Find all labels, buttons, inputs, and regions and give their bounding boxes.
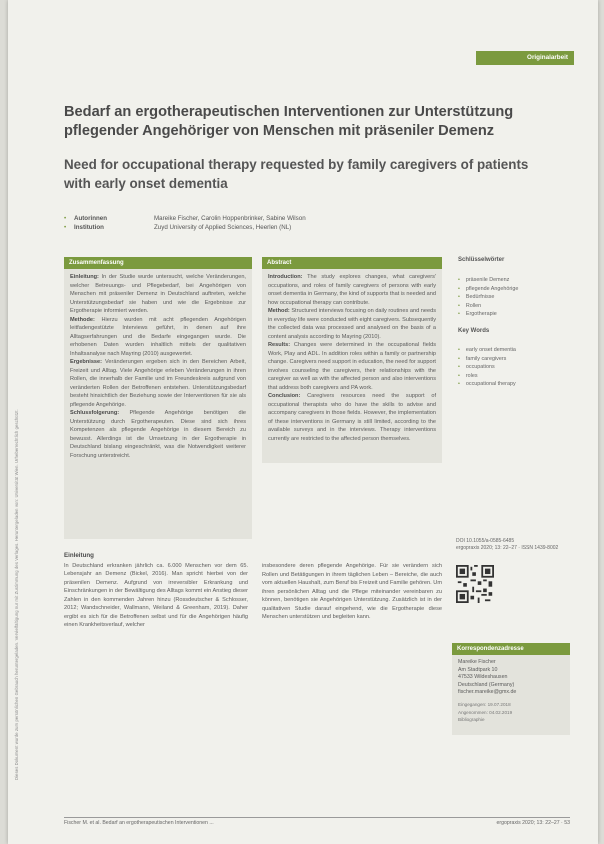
abstract-de-p2: Hierzu wurden mit acht pflegenden Angehörigen leitfadengestützte Interviews geführt, in denen auf ihre Alltagserfahrungen und die Bedarfe eingegangen wurde. Die erhobenen Daten wurden inhaltlich mittels der qualitativen Inhaltsanalyse nach Mayring (2010) ausgewertet.	[70, 316, 246, 357]
address-box	[452, 655, 570, 735]
abstract-de-p1-label: Einleitung:	[70, 274, 99, 280]
abstract-en-p2-label: Method:	[268, 308, 290, 314]
abstract-en-p1: The study explores changes, what caregivers' occupations, and roles of family caregivers of persons with early onset dementia in Germany, the kind of supports that is needed and how occupational therapy can contribute.	[268, 274, 437, 306]
keyword-item: • präsenile Demenz	[458, 276, 518, 285]
authors-value: Mareike Fischer, Carolin Hoppenbrinker, Sabine Wilson	[154, 215, 306, 222]
body-column-right	[262, 562, 442, 622]
abstract-de-p4-label: Schlussfolgerung:	[70, 410, 120, 416]
abstract-en-text	[262, 269, 442, 447]
title-english: Need for occupational therapy requested by family caregivers of patients with early onset dementia	[64, 157, 529, 191]
institution-row	[64, 223, 306, 232]
accepted-date: Angenommen: 04.02.2019	[458, 709, 513, 715]
body-right-text: insbesondere deren pflegende Angehörige. Für sie verändern sich Rollen und Betätigungen in ihrem täglichen Leben – Bereiche, die auch vom aktuellen Haushalt, zum Beruf bis Freizeit und Familie gehören. Um ihren persönlichen Alltag und die Pflege miteinander vereinbaren zu können, benötigen sie Angehörigen Unterstützung. Zusätzlich ist in der qualitativen Studie darauf eingehend, wie die Ergotherapie diese Menschen unterstützen und begleiten kann.	[262, 563, 442, 620]
address-text	[452, 655, 570, 728]
title-german: Bedarf an ergotherapeutischen Interventionen zur Unterstützung pflegender Angehöriger von Menschen mit präseniler Demenz	[64, 104, 514, 139]
keyword-item: • Rollen	[458, 302, 518, 311]
qr-code-icon	[456, 565, 494, 603]
keyword-item: • Bedürfnisse	[458, 293, 518, 302]
keywords-de-list	[458, 276, 518, 319]
abstract-de-heading: Zusammenfassung	[64, 257, 252, 269]
keyword-item: • occupations	[458, 363, 516, 372]
keyword-item: • occupational therapy	[458, 380, 516, 389]
abstract-en-p4-label: Conclusion:	[268, 393, 301, 399]
abstract-en-p3: Changes were determined in the occupational fields Work, Play and ADL. In addition roles within a family or partnership change. Caregivers need support in education, the need for support involves counseling the caregivers, their relationships with the caregiver as well as with the affected person and also interventions that address both caregivers and PA work.	[268, 342, 436, 391]
address-heading: Korrespondenzadresse	[452, 643, 570, 655]
doi-block	[456, 538, 558, 552]
keyword-item: • roles	[458, 372, 516, 381]
keyword-item: • family caregivers	[458, 355, 516, 364]
category-tag: Originalarbeit	[476, 51, 574, 65]
section-heading: Einleitung	[64, 552, 94, 559]
abstract-en-p2: Structured interviews focusing on daily routines and needs in everyday life were conducted with eight caregivers. Subsequently the collected data was processed and analysed on the basis of a content analysis according to Mayring (2010).	[268, 308, 436, 340]
address-note	[458, 701, 564, 724]
body-left-text: In Deutschland erkranken jährlich ca. 6.000 Menschen vor dem 65. Lebensjahr an Demenz (Bickel, 2016). Man spricht hierbei von der präsenilen Demenz. Aufgrund von irreversibler Erkrankung und Einschränkungen in der Bewältigung des Alltags kommt ein Anstieg dieser Zahlen in den kommenden Jahren hinzu (Rossdeutscher & Schlosser, 2012; Wandschneider, Wallmann, Weiland & Greenham, 2019). Daher ergibt es sich für die Betroffenen selbst und für die Angehörigen häufig einen Krankheitsverlauf, welcher	[64, 562, 248, 628]
abstract-de-p4: Pflegende Angehörige benötigen die Unterstützung durch Ergotherapeuten. Diese sind sich ihres Kompetenzen als pflegende Angehörige in diesem Bereich zu bewusst. Allerdings ist die Umsetzung in der Ergotherapie in Deutschland bislang eingeschränkt, was die Notwendigkeit weiterer Forschung unterstreicht.	[70, 410, 246, 459]
keyword-item: • Ergotherapie	[458, 310, 518, 319]
abstract-en-p3-label: Results:	[268, 342, 291, 348]
abstract-en-p4: Caregivers resources need the support of occupational therapists who do have the skills to advise and accompany caregivers in those fields. However, the implementation of these interventions in Germany is still limited, according to the available surveys and in the interviews. Therapy interventions currently are restricted to the affected person themselves.	[268, 393, 437, 442]
bullet-icon: •	[64, 215, 67, 222]
footer-left: Fischer M. et al. Bedarf an ergotherapeutischen Interventionen ...	[64, 820, 214, 826]
footer-right: ergopraxis 2020; 13: 22–27 · 53	[496, 820, 570, 826]
doi-line-2: ergopraxis 2020; 13: 22–27 · ISSN 1439-8002	[456, 545, 559, 551]
address-line: Deutschland (Germany)	[458, 681, 515, 688]
keywords-en-title: Key Words	[458, 328, 490, 334]
address-line: Mareike Fischer	[458, 659, 496, 665]
abstract-de-p3-label: Ergebnisse:	[70, 359, 103, 365]
address-line: 47533 Wildeshausen	[458, 674, 508, 681]
abstract-en-heading: Abstract	[262, 257, 442, 269]
abstract-de-box	[64, 269, 252, 539]
abstract-de-p2-label: Methode:	[70, 316, 95, 323]
received-date: Eingegangen: 19.07.2018	[458, 701, 511, 707]
bibliography-label: Bibliographie	[458, 717, 485, 723]
address-line: Am Stadtpark 10	[458, 666, 498, 673]
body-column-left	[64, 552, 248, 630]
doi-line-1: DOI 10.1055/a-0585-6485	[456, 538, 515, 544]
address-email: fischer.mareike@gmx.de	[458, 689, 517, 696]
institution-value: Zuyd University of Applied Sciences, Heerlen (NL)	[154, 224, 292, 231]
bullet-icon: •	[64, 224, 67, 231]
authors-row	[64, 214, 306, 223]
abstract-de-p1: In der Studie wurde untersucht, welche Veränderungen, welcher Betreuungs- und Pflegebedarf, bei Angehörigen von Menschen mit präseniler Demenz in Deutschland auftreten, welche Unterstützungsbedarf sie haben und wie die Ergebnisse zur Ergotherapie informiert werden.	[70, 274, 246, 314]
footer-rule	[64, 817, 570, 818]
institution-label: Institution	[74, 224, 104, 231]
article-meta	[64, 214, 306, 232]
side-copyright-note: Dieses Dokument wurde zum persönlichen Gebrauch heruntergeladen. Vervielfältigung nur mit Zustimmung des Verlages. Heruntergeladen von: Universität Wien. Urheberrechtlich geschützt.	[14, 409, 19, 780]
abstract-en-box	[262, 269, 442, 463]
abstract-en-p1-label: Introduction:	[268, 274, 303, 280]
authors-label: Autorinnen	[74, 215, 107, 222]
keyword-item: • early onset dementia	[458, 346, 516, 355]
abstract-de-text	[64, 269, 252, 464]
keywords-de-title: Schlüsselwörter	[458, 257, 505, 263]
keywords-en-list	[458, 346, 516, 389]
keyword-item: • pflegende Angehörige	[458, 285, 518, 294]
abstract-de-p3: Veränderungen ergeben sich in den Bereichen Arbeit, Freizeit und Alltag. Viele Angehörige erleben Veränderungen in ihren Rollen, die innerhalb der Familie und im Freundeskreis aufgrund von veränderten Rollen der Betroffenen entstehen. Unterstützungsbedarf besteht hinsichtlich der Beziehung sowie der Interventionen für sie als pflegende Angehörige.	[70, 359, 246, 408]
